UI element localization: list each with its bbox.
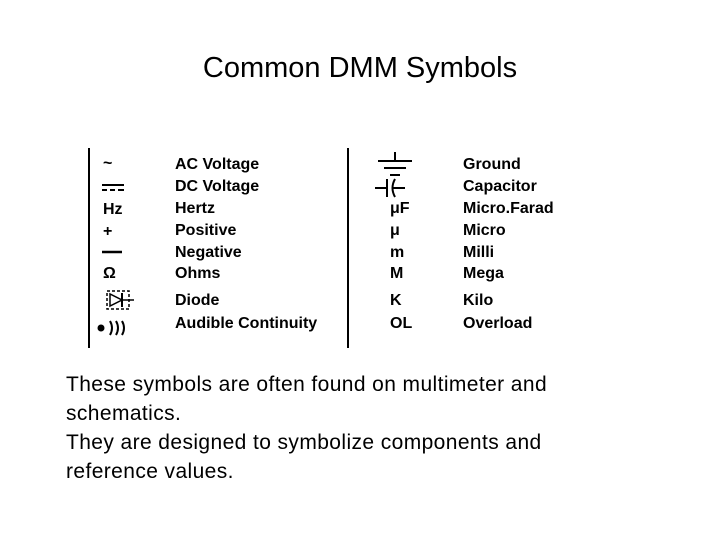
diode-icon	[106, 290, 136, 312]
footer-line-2: schematics.	[66, 402, 182, 425]
footer-line-1: These symbols are often found on multimeter and	[66, 373, 548, 396]
overload-symbol: OL	[390, 315, 413, 332]
microfarad-symbol: μF	[390, 200, 410, 217]
label-positive: Positive	[175, 222, 237, 239]
label-ohms: Ohms	[175, 265, 221, 282]
label-microfarad: Micro.Farad	[463, 200, 554, 217]
label-diode: Diode	[175, 292, 220, 309]
label-negative: Negative	[175, 244, 242, 261]
milli-symbol: m	[390, 244, 405, 261]
label-dc-voltage: DC Voltage	[175, 178, 260, 195]
description-text	[66, 370, 686, 486]
kilo-symbol: K	[390, 292, 402, 309]
label-capacitor: Capacitor	[463, 178, 537, 195]
label-ac-voltage: AC Voltage	[175, 156, 260, 173]
audible-continuity-icon	[96, 318, 130, 338]
label-overload: Overload	[463, 315, 533, 332]
mega-symbol: M	[390, 265, 404, 282]
dc-voltage-icon	[102, 184, 126, 192]
page-title: Common DMM Symbols	[202, 52, 518, 84]
table-center-divider	[347, 148, 349, 348]
label-hertz: Hertz	[175, 200, 216, 217]
micro-symbol: μ	[390, 222, 400, 239]
label-kilo: Kilo	[463, 292, 494, 309]
footer-line-3: They are designed to symbolize components and	[66, 431, 542, 454]
label-audible-continuity: Audible Continuity	[175, 315, 318, 332]
label-mega: Mega	[463, 265, 504, 282]
footer-line-4: reference values.	[66, 460, 234, 483]
label-milli: Milli	[463, 244, 495, 261]
label-micro: Micro	[463, 222, 506, 239]
capacitor-icon	[375, 178, 409, 198]
ac-voltage-symbol: ~	[103, 155, 113, 172]
hertz-symbol: Hz	[103, 201, 123, 218]
positive-symbol: +	[103, 223, 113, 240]
negative-icon	[102, 251, 124, 255]
ohms-symbol: Ω	[103, 265, 116, 282]
table-left-border	[88, 148, 90, 348]
label-ground: Ground	[463, 156, 521, 173]
symbol-table	[88, 148, 646, 348]
